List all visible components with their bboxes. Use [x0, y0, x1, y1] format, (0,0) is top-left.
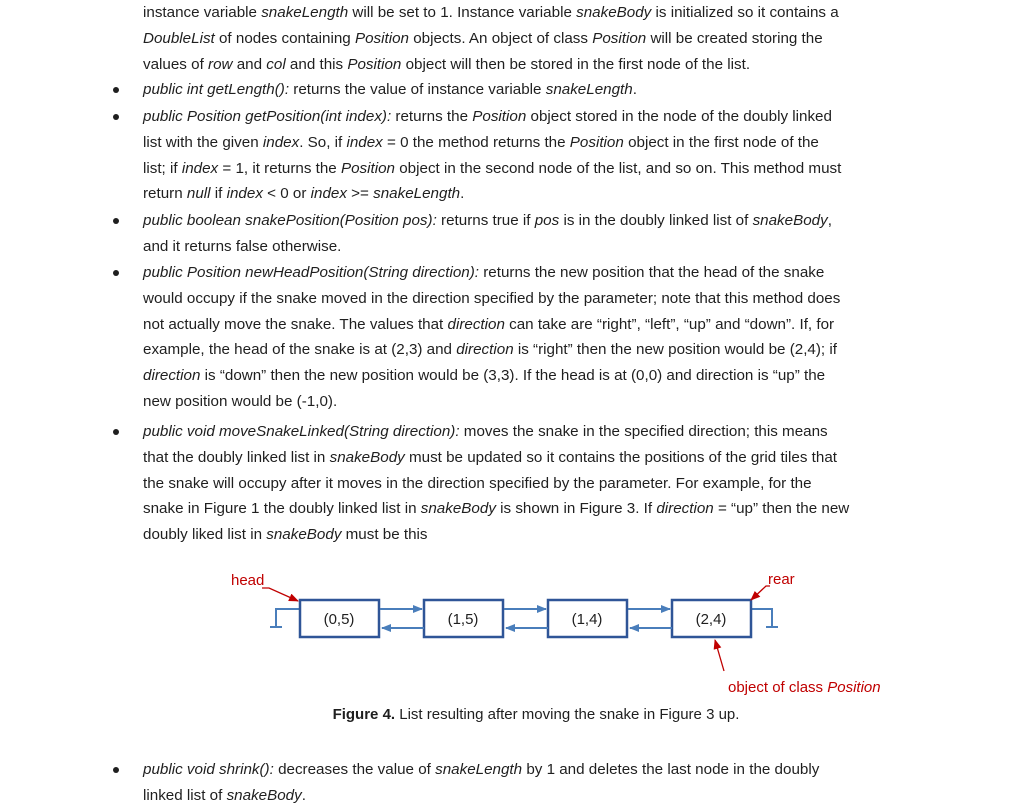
- bullet-dot: [113, 218, 119, 224]
- rear-label: rear: [768, 571, 795, 588]
- text-line: would occupy if the snake moved in the direction specified by the parameter; note that this method does: [143, 289, 841, 307]
- head-label: head: [231, 572, 265, 589]
- text-line: return null if index < 0 or index >= snakeLength.: [143, 185, 465, 203]
- text-line: and it returns false otherwise.: [143, 237, 342, 255]
- text-line: the snake will occupy after it moves in the direction specified by the parameter. For example, for the: [143, 474, 812, 492]
- rear-pointer-arrow: [751, 586, 770, 600]
- text-line: public void moveSnakeLinked(String direction): moves the snake in the specified direction; this means: [143, 423, 828, 440]
- text-line: public int getLength(): returns the value of instance variable snakeLength.: [143, 81, 637, 98]
- bullet-dot: [113, 114, 119, 120]
- bullet-dot: [113, 87, 119, 93]
- bullet-dot: [113, 270, 119, 276]
- text-line: public void shrink(): decreases the value of snakeLength by 1 and deletes the last node in the doubly: [143, 761, 820, 778]
- text-line: example, the head of the snake is at (2,3) and direction is “right” then the new position would be (2,4); if: [143, 341, 837, 359]
- text-line: list; if index = 1, it returns the Position object in the second node of the list, and so on. This method must: [143, 159, 842, 177]
- head-pointer-arrow: [262, 588, 298, 601]
- object-pointer-arrow: [715, 640, 724, 671]
- bullet-moveSnakeLinked: [143, 419, 943, 548]
- text-line: DoubleList of nodes containing Position objects. An object of class Position will be created storing the: [143, 29, 823, 47]
- node-label: (0,5): [323, 611, 355, 628]
- bullet-snakePosition: [143, 208, 943, 260]
- text-line: direction is “down” then the new position would be (3,3). If the head is at (0,0) and direction is “up” the: [143, 367, 826, 385]
- bullet-newHeadPosition: [143, 260, 943, 415]
- bullet-getLength: [143, 77, 943, 103]
- text-line: values of row and col and this Position object will then be stored in the first node of the list.: [143, 55, 751, 73]
- text-line: instance variable snakeLength will be set to 1. Instance variable snakeBody is initialized so it contains a: [143, 4, 839, 21]
- rear-null-terminator: [752, 609, 778, 627]
- figure-caption: Figure 4. List resulting after moving the snake in Figure 3 up.: [332, 706, 740, 723]
- node-label: (2,4): [695, 611, 727, 628]
- text-line: snake in Figure 1 the doubly linked list in snakeBody is shown in Figure 3. If direction = “up” then the new: [143, 500, 850, 518]
- bullet-getPosition: [143, 104, 943, 207]
- head-null-terminator: [270, 609, 299, 627]
- bullet-dot: [113, 429, 119, 435]
- text-line: list with the given index. So, if index = 0 the method returns the Position object in the first node of the: [143, 133, 819, 151]
- text-line: public Position newHeadPosition(String direction): returns the new position that the head of the snake: [143, 264, 825, 281]
- text-line: linked list of snakeBody.: [143, 786, 306, 804]
- text-line: public boolean snakePosition(Position pos): returns true if pos is in the doubly linked list of snakeBody,: [143, 212, 832, 229]
- text-line: public Position getPosition(int index): returns the Position object stored in the node of the doubly linked: [143, 108, 832, 125]
- node-label: (1,5): [447, 611, 479, 628]
- object-class-label: object of class Position: [728, 679, 881, 696]
- intro-paragraph: [143, 0, 943, 77]
- text-line: not actually move the snake. The values that direction can take are “right”, “left”, “up” and “down”. If, for: [143, 315, 835, 333]
- text-line: that the doubly linked list in snakeBody must be updated so it contains the positions of the grid tiles that: [143, 448, 838, 466]
- node-label: (1,4): [571, 611, 603, 628]
- text-line: doubly liked list in snakeBody must be this: [143, 526, 428, 544]
- bullet-shrink: [143, 757, 943, 809]
- text-line: new position would be (-1,0).: [143, 392, 338, 410]
- bullet-dot: [113, 767, 119, 773]
